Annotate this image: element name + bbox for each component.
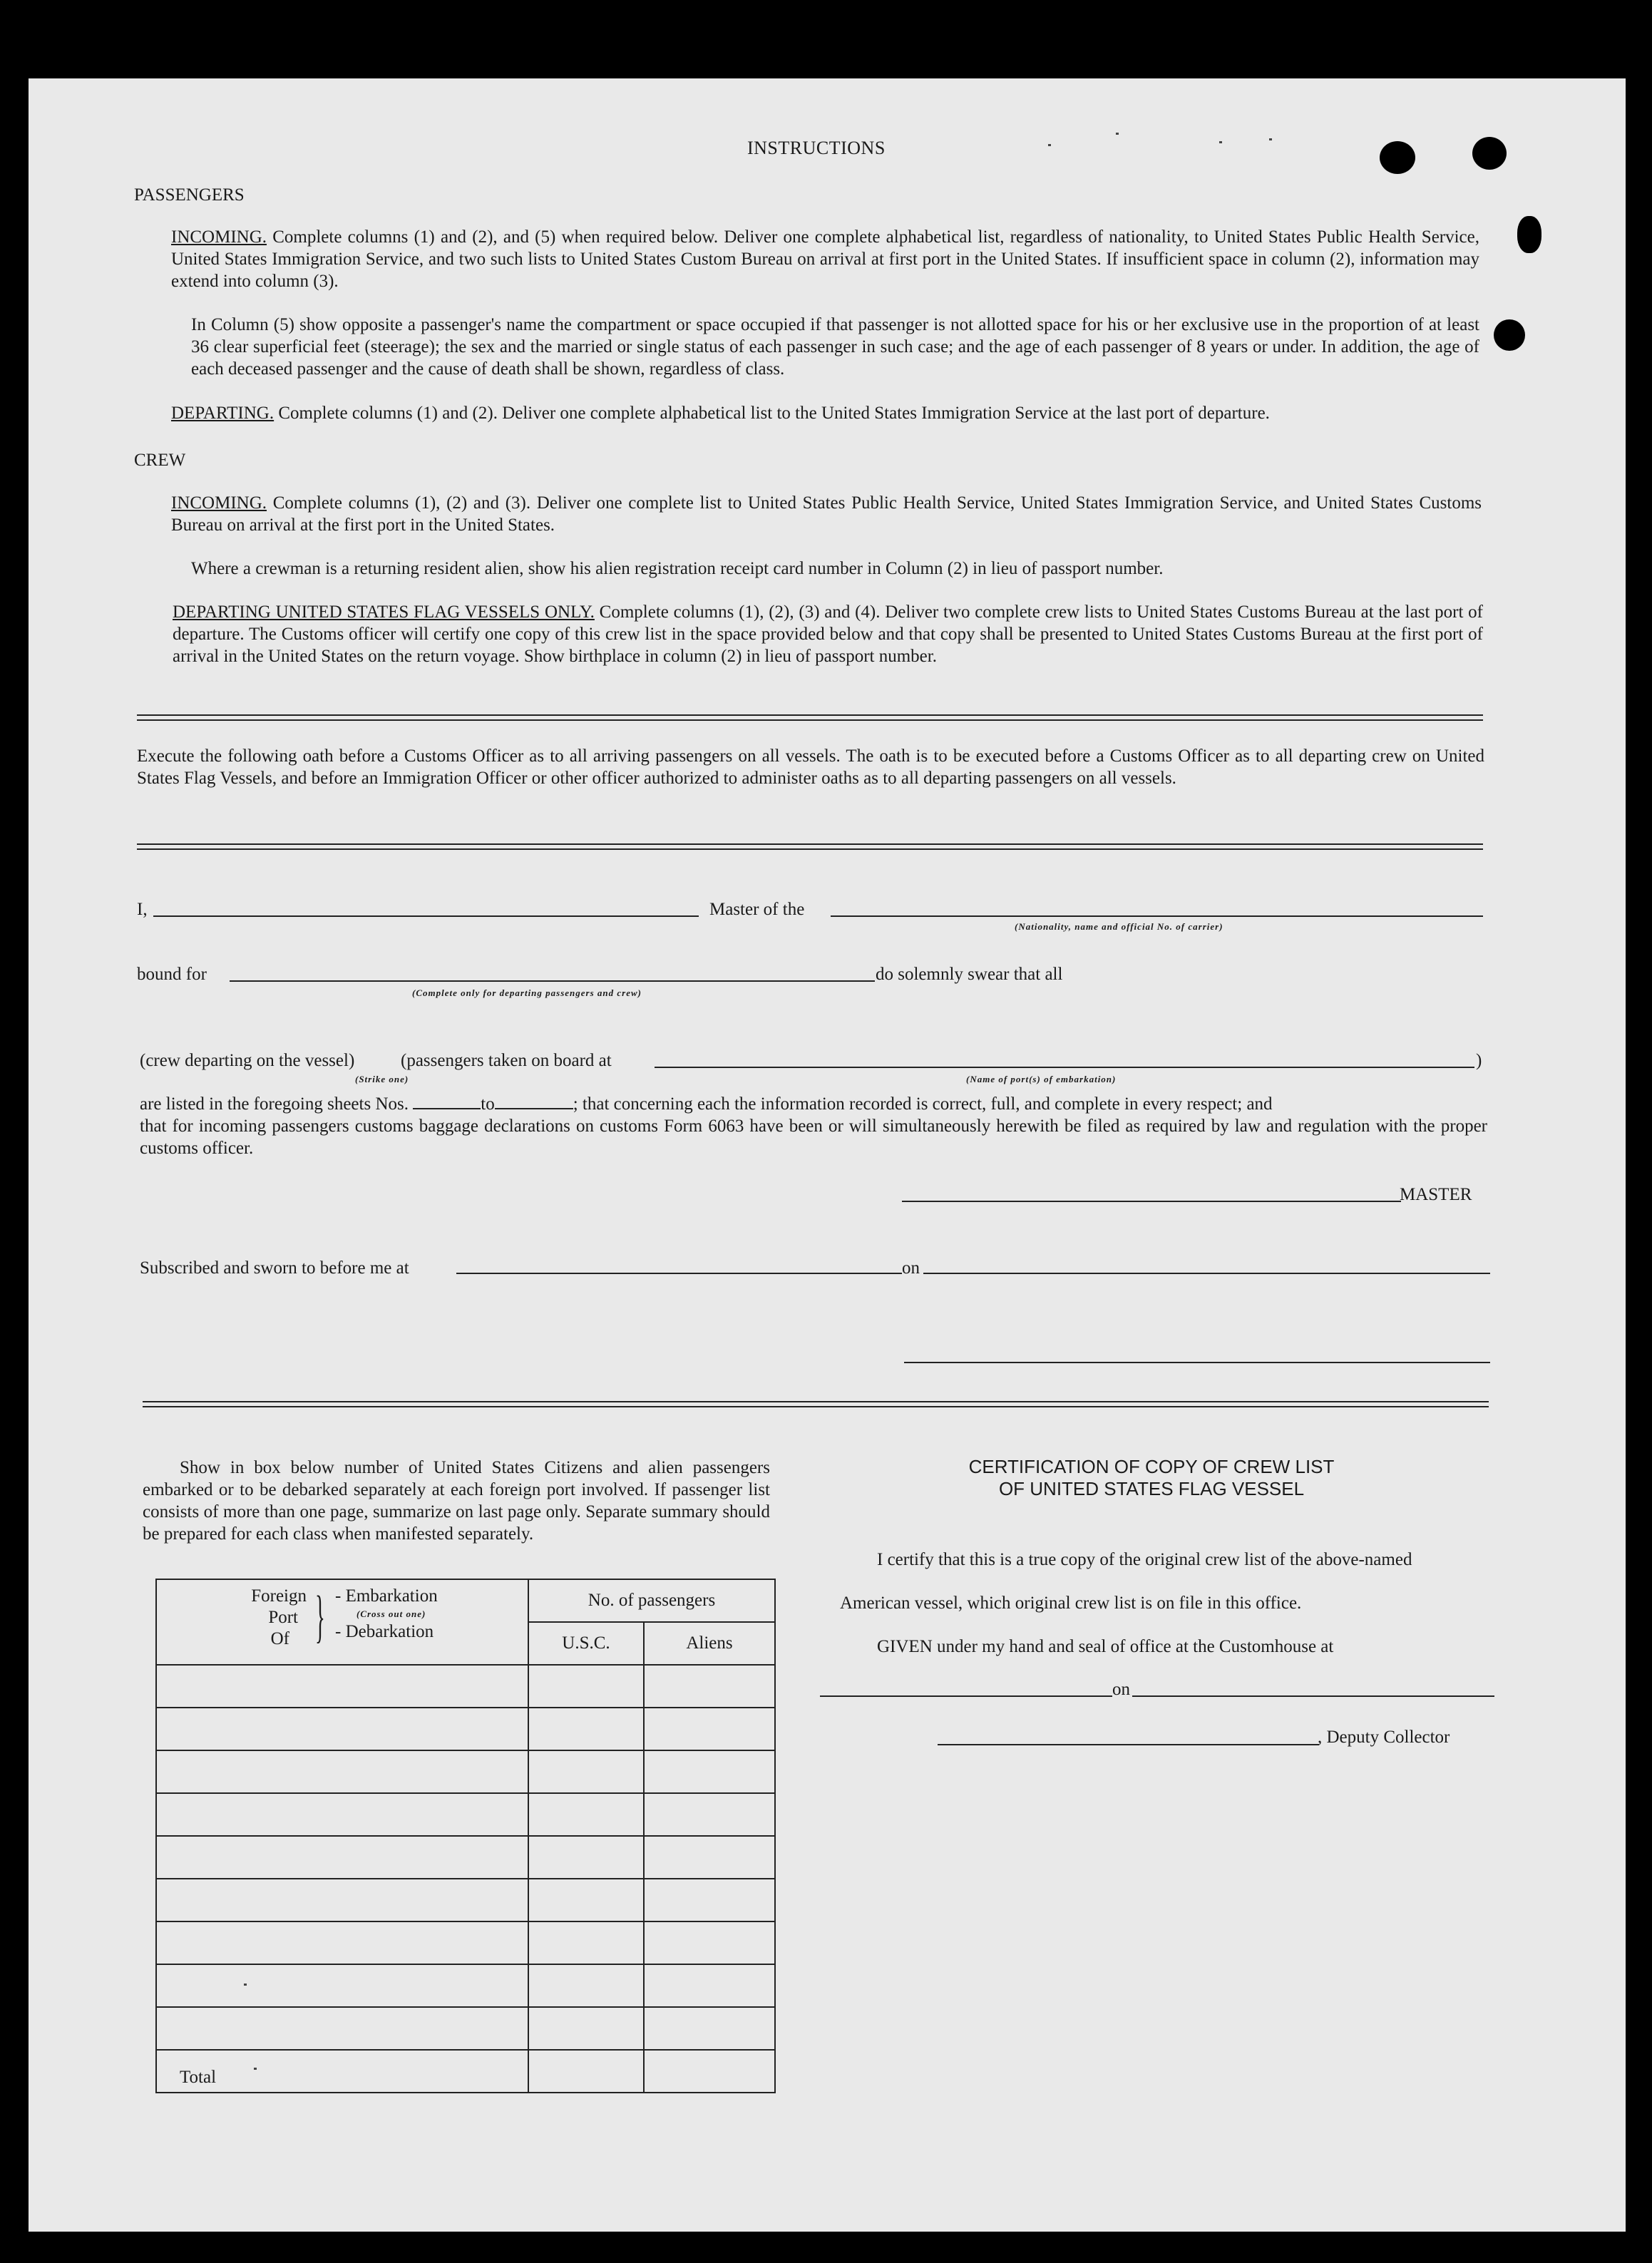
aliens-cell[interactable] xyxy=(644,1879,775,1921)
table-row-total xyxy=(156,2050,775,2093)
punch-hole xyxy=(1472,137,1507,170)
oath-crew-departing: (crew departing on the vessel) xyxy=(140,1051,355,1070)
subscribed-date-field[interactable] xyxy=(923,1273,1490,1274)
passengers-departing-text: Complete columns (1) and (2). Deliver one complete alphabetical list to the United States Immigration Service at the last port of departure. xyxy=(274,404,1270,423)
master-label: MASTER xyxy=(1400,1185,1472,1204)
port-cell[interactable] xyxy=(156,1964,528,2007)
crew-incoming-text: Complete columns (1), (2) and (3). Deliver one complete list to United States Public Health Service, United States Immigration Service, and United States Customs Bureau on arrival at the first port in the United States. xyxy=(171,493,1482,535)
passengers-column5-paragraph: In Column (5) show opposite a passenger's name the compartment or space occupied if that passenger is not allotted space for his or her exclusive use in the proportion of at least 36 clear superficial feet (steerage); the sex and the married or single status of each passenger in such case; and the age of each passenger of 8 years or under. In addition, the age of each deceased passenger and the cause of death shall be shown, regardless of class. xyxy=(191,315,1479,379)
passengers-incoming-label: INCOMING. xyxy=(171,227,267,247)
certification-title-line1: CERTIFICATION OF COPY OF CREW LIST xyxy=(968,1456,1335,1477)
usc-cell[interactable] xyxy=(528,1708,644,1750)
oath-i-label: I, xyxy=(137,900,148,919)
oath-listed-rest: that for incoming passengers customs baggage declarations on customs Form 6063 have been or will simultaneously herewith be filed as required by law and regulation with the proper customs officer. xyxy=(140,1117,1487,1158)
certification-title-line2: OF UNITED STATES FLAG VESSEL xyxy=(998,1478,1305,1499)
usc-cell[interactable] xyxy=(528,1879,644,1921)
section-divider xyxy=(143,1401,1489,1407)
table-row xyxy=(156,1708,775,1750)
passenger-summary-table xyxy=(155,1579,776,2093)
usc-cell[interactable] xyxy=(528,1793,644,1836)
section-divider xyxy=(137,843,1483,850)
certification-date-field[interactable] xyxy=(1132,1695,1494,1697)
strike-note: (Strike one) xyxy=(355,1074,409,1084)
certification-on: on xyxy=(1112,1680,1130,1699)
usc-header: U.S.C. xyxy=(528,1622,644,1665)
usc-cell[interactable] xyxy=(528,1836,644,1879)
embarkation-label: - Embarkation xyxy=(335,1586,438,1606)
usc-cell[interactable] xyxy=(528,1665,644,1708)
crew-incoming-label: INCOMING. xyxy=(171,493,267,513)
port-cell[interactable] xyxy=(156,1921,528,1964)
bound-for-field[interactable] xyxy=(230,980,875,982)
cross-out-note: (Cross out one) xyxy=(356,1608,426,1619)
passengers-incoming-paragraph xyxy=(171,226,1479,292)
aliens-cell[interactable] xyxy=(644,1964,775,2007)
aliens-cell[interactable] xyxy=(644,2007,775,2050)
given-text: GIVEN under my hand and seal of office at the Customhouse at xyxy=(877,1637,1334,1656)
certify-text: I certify that this is a true copy of the original crew list of the above-named xyxy=(877,1550,1412,1569)
listed-part-b: ; that concerning each the information recorded is correct, full, and complete in every respect; and xyxy=(573,1094,1273,1114)
listed-to: to xyxy=(481,1094,495,1114)
oath-master-of-the: Master of the xyxy=(709,900,805,919)
usc-cell[interactable] xyxy=(528,2007,644,2050)
ports-field[interactable] xyxy=(655,1067,1474,1068)
port-cell[interactable] xyxy=(156,1836,528,1879)
certification-title xyxy=(841,1456,1462,1500)
passengers-departing-paragraph xyxy=(171,402,1483,424)
aliens-cell[interactable] xyxy=(644,1665,775,1708)
master-signature-line[interactable] xyxy=(902,1201,1401,1202)
port-cell[interactable] xyxy=(156,1665,528,1708)
oath-listed-line xyxy=(140,1093,1487,1115)
listed-part-a: are listed in the foregoing sheets Nos. xyxy=(140,1094,409,1114)
sheet-from-field[interactable] xyxy=(413,1108,481,1109)
debarkation-label: - Debarkation xyxy=(335,1622,434,1641)
of-label: Of xyxy=(270,1629,289,1648)
passengers-heading: PASSENGERS xyxy=(134,185,245,205)
aliens-cell[interactable] xyxy=(644,1750,775,1793)
oath-bound-for: bound for xyxy=(137,965,207,984)
master-name-field[interactable] xyxy=(153,915,699,917)
port-cell[interactable] xyxy=(156,1879,528,1921)
crew-departing-paragraph xyxy=(173,601,1483,667)
carrier-field[interactable] xyxy=(831,915,1483,917)
bound-note: (Complete only for departing passengers and crew) xyxy=(412,987,642,998)
punch-hole xyxy=(1494,319,1525,351)
table-row xyxy=(156,1793,775,1836)
oath-passengers-taken: (passengers taken on board at xyxy=(401,1051,612,1070)
passengers-incoming-text: Complete columns (1) and (2), and (5) when required below. Deliver one complete alphabetical list, regardless of nationality, to United States Public Health Service, United States Immigration Service, and two such lists to United States Custom Bureau on arrival at first port in the United States. If insufficient space in column (2), information may extend into column (3). xyxy=(171,227,1479,291)
deputy-signature-line[interactable] xyxy=(938,1744,1319,1745)
customhouse-field[interactable] xyxy=(820,1695,1112,1697)
oath-swear: do solemnly swear that all xyxy=(876,965,1063,984)
usc-cell[interactable] xyxy=(528,1750,644,1793)
crew-heading: CREW xyxy=(134,451,186,470)
port-header-cell xyxy=(156,1579,528,1665)
oath-close-paren: ) xyxy=(1476,1051,1482,1070)
port-label: Port xyxy=(268,1608,298,1627)
aliens-cell[interactable] xyxy=(644,1836,775,1879)
subscribed-on: on xyxy=(902,1258,920,1278)
deputy-collector-label: , Deputy Collector xyxy=(1318,1728,1450,1747)
port-cell[interactable] xyxy=(156,2007,528,2050)
officer-signature-line[interactable] xyxy=(904,1362,1490,1363)
port-cell[interactable] xyxy=(156,1708,528,1750)
no-of-passengers-header: No. of passengers xyxy=(528,1579,775,1622)
port-cell[interactable] xyxy=(156,1750,528,1793)
certify-text-2: American vessel, which original crew list is on file in this office. xyxy=(840,1594,1302,1613)
usc-cell[interactable] xyxy=(528,1964,644,2007)
oath-intro: Execute the following oath before a Customs Officer as to all arriving passengers on all vessels. The oath is to be executed before a Customs Officer as to all departing crew on United States Flag Vessels, and before an Immigration Officer or other officer authorized to administer oaths as to all departing passengers on all vessels. xyxy=(137,746,1484,788)
section-divider xyxy=(137,714,1483,721)
foreign-label: Foreign xyxy=(251,1586,307,1606)
summary-instructions: Show in box below number of United States Citizens and alien passengers embarked or to be debarked separately at each foreign port involved. If passenger list consists of more than one page, summarize on last page only. Separate summary should be prepared for each class when manifested separately. xyxy=(143,1458,770,1544)
punch-hole xyxy=(1380,141,1415,174)
punch-hole xyxy=(1517,216,1541,253)
nationality-note: (Nationality, name and official No. of carrier) xyxy=(1015,921,1223,932)
ports-note: (Name of port(s) of embarkation) xyxy=(966,1074,1117,1084)
port-cell[interactable] xyxy=(156,1793,528,1836)
aliens-cell[interactable] xyxy=(644,1921,775,1964)
table-row xyxy=(156,1879,775,1921)
total-label: Total xyxy=(156,2050,528,2093)
table-row xyxy=(156,1836,775,1879)
passengers-departing-label: DEPARTING. xyxy=(171,404,275,423)
aliens-cell[interactable] xyxy=(644,1708,775,1750)
aliens-header: Aliens xyxy=(644,1622,775,1665)
table-row xyxy=(156,1964,775,2007)
sheet-to-field[interactable] xyxy=(495,1108,573,1109)
subscribed-place-field[interactable] xyxy=(456,1273,902,1274)
table-row xyxy=(156,1750,775,1793)
total-usc-cell[interactable] xyxy=(528,2050,644,2093)
table-row xyxy=(156,1665,775,1708)
page-title: INSTRUCTIONS xyxy=(747,138,886,158)
crew-incoming-paragraph xyxy=(171,492,1482,536)
brace-symbol: } xyxy=(315,1584,325,1648)
crew-resident-paragraph: Where a crewman is a returning resident alien, show his alien registration receipt card number in Column (2) in lieu of passport number. xyxy=(191,559,1164,578)
crew-departing-text: Complete columns (1), (2), (3) and (4). Deliver two complete crew lists to United States Customs Bureau at the last port of departure. The Customs officer will certify one copy of this crew list in the space provided below and that copy shall be presented to United States Customs Bureau at the first port of arrival in the United States on the return voyage. Show birthplace in column (2) in lieu of passport number. xyxy=(173,602,1483,666)
table-row xyxy=(156,2007,775,2050)
subscribed-label: Subscribed and sworn to before me at xyxy=(140,1258,409,1278)
aliens-cell[interactable] xyxy=(644,1793,775,1836)
crew-departing-label: DEPARTING UNITED STATES FLAG VESSELS ONLY. xyxy=(173,602,595,622)
usc-cell[interactable] xyxy=(528,1921,644,1964)
total-aliens-cell[interactable] xyxy=(644,2050,775,2093)
table-row xyxy=(156,1921,775,1964)
